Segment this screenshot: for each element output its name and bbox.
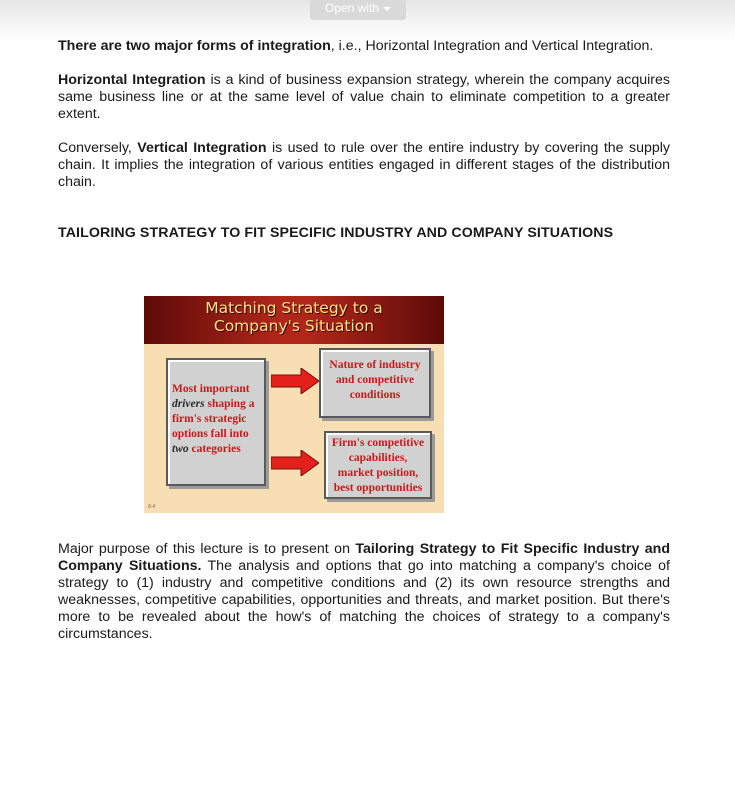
box-line (172, 397, 264, 412)
slide-number: 8-4 (148, 504, 156, 510)
box-line: firm's strategic (172, 413, 247, 425)
arrow-right-icon (271, 450, 319, 476)
box-line: Firm's competitive (331, 437, 425, 449)
box-line: best opportunities (333, 482, 423, 494)
slide-box-capabilities (324, 431, 432, 499)
paragraph-text: is a kind of business expansion strategy, wherein the company acquires same business line or at the same level of value chain to eliminate competition to a greater extent. (58, 72, 670, 122)
paragraph-bold-text: Tailoring Strategy to Fit Specific Industry and Company Situations. (58, 541, 670, 574)
box-line: Nature of industry (329, 359, 421, 371)
box-text: categories (188, 443, 241, 455)
box-line (172, 442, 264, 457)
box-text: shaping a (204, 398, 255, 410)
box-line: capabilities, (348, 452, 408, 464)
paragraph-horizontal-integration (58, 72, 670, 123)
paragraph-integration-forms (58, 38, 670, 55)
paragraph-text: Major purpose of this lecture is to present on (58, 541, 356, 557)
box-line: and competitive (335, 374, 415, 386)
box-emphasis: two (172, 443, 189, 455)
slide-title-line: Company's Situation (213, 317, 375, 335)
slide-box-industry (319, 348, 431, 418)
paragraph-text: is used to rule over the entire industry by covering the supply chain. It implies the integration of various entities engaged in different stages of the distribution chain. (58, 140, 671, 190)
arrow-right-icon (271, 368, 319, 394)
slide-title-line: Matching Strategy to a (205, 299, 383, 317)
open-with-button[interactable] (310, 0, 406, 20)
slide-image (144, 296, 444, 513)
section-heading: TAILORING STRATEGY TO FIT SPECIFIC INDUSTRY AND COMPANY SITUATIONS (58, 225, 614, 241)
open-with-label: Open with (324, 1, 380, 15)
paragraph-text: The analysis and options that go into matching a company's choice of strategy to (1) industry and competitive conditions and (2) its own resource strengths and weaknesses, competitive capabilities, opportunities and threats, and market position. But there's more to be revealed about the how's of matching the choices of strategy to a company's circumstances. (58, 558, 670, 642)
paragraph-lecture-purpose (58, 541, 670, 643)
paragraph-bold-text: Horizontal Integration (58, 72, 206, 88)
paragraph-text: Conversely, (58, 140, 138, 156)
paragraph-vertical-integration (58, 140, 670, 191)
paragraph-bold-text: Vertical Integration (137, 140, 267, 156)
slide-title (144, 299, 444, 335)
box-emphasis: drivers (172, 398, 205, 410)
closing-section (58, 541, 670, 660)
box-line: conditions (349, 389, 401, 401)
document-body (58, 38, 670, 242)
chevron-down-icon (383, 7, 391, 11)
paragraph-text: , i.e., Horizontal Integration and Vertical Integration. (330, 38, 654, 54)
box-line: options fall into (172, 428, 249, 440)
paragraph-bold-text: There are two major forms of integration (58, 38, 331, 54)
box-line: Most important (172, 383, 250, 395)
box-line: market position, (337, 467, 419, 479)
slide-box-drivers (166, 358, 266, 486)
